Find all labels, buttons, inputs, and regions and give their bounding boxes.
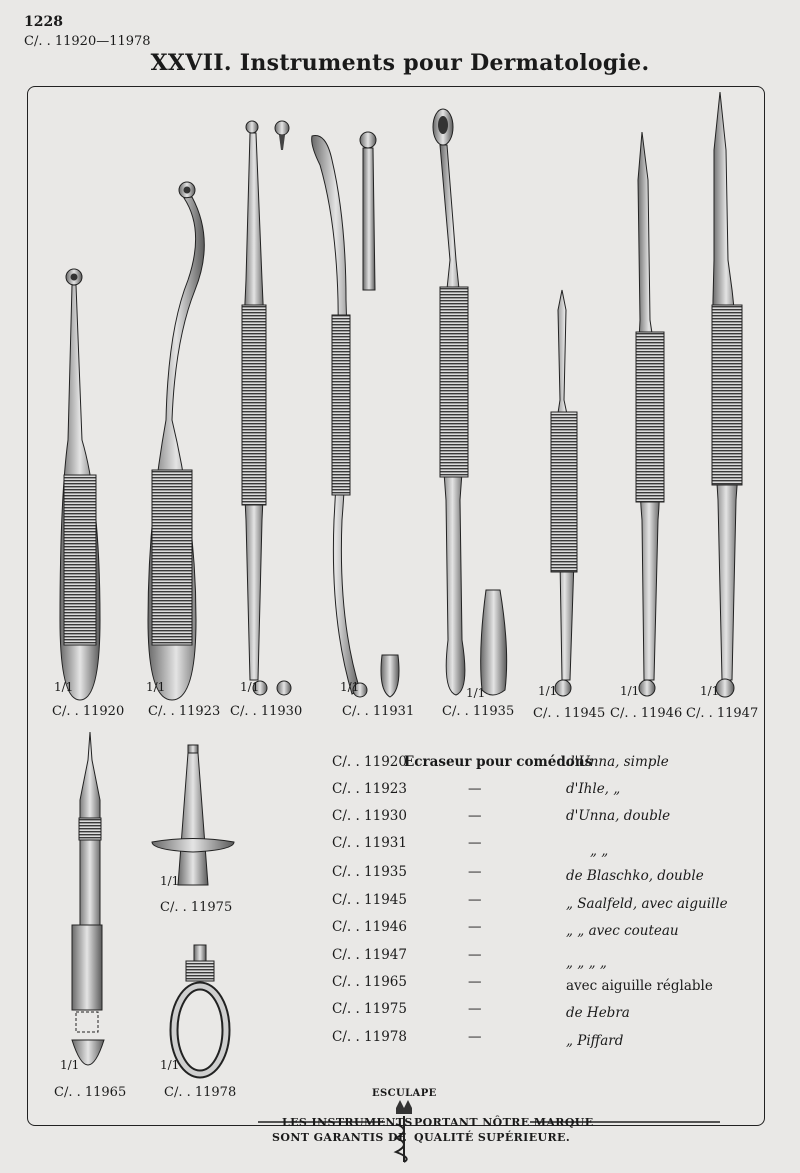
catalog-name: — — [468, 1001, 482, 1017]
scale-11931: 1/1 — [340, 680, 360, 694]
catalog-detail: „ „ — [590, 843, 609, 859]
label-11930: C/. . 11930 — [230, 704, 303, 719]
instrument-11947-drawing — [712, 92, 742, 697]
catalog-detail: d'Unna, double — [566, 808, 671, 824]
catalog-name: — — [468, 1029, 482, 1045]
catalog-detail: de Hebra — [566, 1005, 630, 1021]
instrument-11935-drawing — [433, 109, 507, 695]
label-11931: C/. . 11931 — [342, 704, 415, 719]
scale-11930: 1/1 — [240, 680, 260, 694]
page-title: XXVII. Instruments pour Dermatologie. — [150, 50, 650, 76]
instrument-11975-drawing — [152, 745, 234, 885]
instrument-11978-drawing — [174, 945, 226, 1074]
catalog-detail: de Blaschko, double — [566, 868, 704, 884]
catalog-code: C/. . 11947 — [332, 947, 407, 963]
catalog-code: C/. . 11945 — [332, 892, 407, 908]
footer-left-line-1: LES INSTRUMENTS — [282, 1116, 413, 1129]
scale-11947: 1/1 — [700, 684, 720, 698]
scale-11978: 1/1 — [160, 1058, 180, 1072]
scale-11935: 1/1 — [466, 686, 486, 700]
catalog-name: — — [468, 835, 482, 851]
instrument-11946-drawing — [636, 132, 664, 696]
instrument-11930-drawing — [242, 121, 291, 695]
scale-11920: 1/1 — [54, 680, 74, 694]
footer-left-line-2: SONT GARANTIS DE — [272, 1131, 407, 1144]
catalog-code: C/. . 11930 — [332, 808, 407, 824]
catalog-code: C/. . 11920 — [332, 754, 407, 770]
catalog-code: C/. . 11935 — [332, 864, 407, 880]
label-11946: C/. . 11946 — [610, 706, 683, 721]
catalog-detail: d'Ihle, „ — [566, 781, 621, 797]
page-number: 1228 — [24, 14, 63, 30]
instrument-11931-drawing — [312, 132, 399, 697]
footer-brand: ESCULAPE — [372, 1088, 437, 1099]
catalog-name: Ecraseur pour comédons — [404, 754, 593, 770]
instrument-11965-drawing — [72, 732, 104, 1065]
label-11923: C/. . 11923 — [148, 704, 221, 719]
catalog-range: C/. . 11920—11978 — [24, 34, 151, 49]
catalog-detail: avec aiguille réglable — [566, 978, 713, 994]
footer-right-line-2: QUALITÉ SUPÉRIEURE. — [414, 1131, 571, 1144]
catalog-code: C/. . 11931 — [332, 835, 407, 851]
catalog-name: — — [468, 808, 482, 824]
scale-11975: 1/1 — [160, 874, 180, 888]
scale-11965: 1/1 — [60, 1058, 80, 1072]
instrument-11945-drawing — [551, 290, 577, 696]
catalog-name: — — [468, 919, 482, 935]
catalog-detail: „ Piffard — [566, 1033, 624, 1049]
catalog-code: C/. . 11975 — [332, 1001, 407, 1017]
catalog-code: C/. . 11978 — [332, 1029, 407, 1045]
catalog-name: — — [468, 892, 482, 908]
catalog-code: C/. . 11946 — [332, 919, 407, 935]
label-11978: C/. . 11978 — [164, 1085, 237, 1100]
catalog-name: — — [468, 864, 482, 880]
scale-11945: 1/1 — [538, 684, 558, 698]
catalog-name: — — [468, 781, 482, 797]
label-11935: C/. . 11935 — [442, 704, 515, 719]
label-11965: C/. . 11965 — [54, 1085, 127, 1100]
label-11945: C/. . 11945 — [533, 706, 606, 721]
catalog-code: C/. . 11923 — [332, 781, 407, 797]
scale-11946: 1/1 — [620, 684, 640, 698]
label-11947: C/. . 11947 — [686, 706, 759, 721]
catalog-detail: d'Unna, simple — [566, 754, 669, 770]
catalog-detail: „ „ „ „ — [566, 955, 607, 971]
scale-11923: 1/1 — [146, 680, 166, 694]
catalog-code: C/. . 11965 — [332, 974, 407, 990]
label-11920: C/. . 11920 — [52, 704, 125, 719]
instrument-11920-drawing — [60, 269, 100, 700]
instrument-11923-drawing — [148, 182, 204, 700]
label-11975: C/. . 11975 — [160, 900, 233, 915]
catalog-detail: „ „ avec couteau — [566, 923, 679, 939]
catalog-detail: „ Saalfeld, avec aiguille — [566, 896, 728, 912]
footer-right-line-1: PORTANT NÔTRE MARQUE — [414, 1116, 594, 1129]
catalog-name: — — [468, 974, 482, 990]
catalog-name: — — [468, 947, 482, 963]
